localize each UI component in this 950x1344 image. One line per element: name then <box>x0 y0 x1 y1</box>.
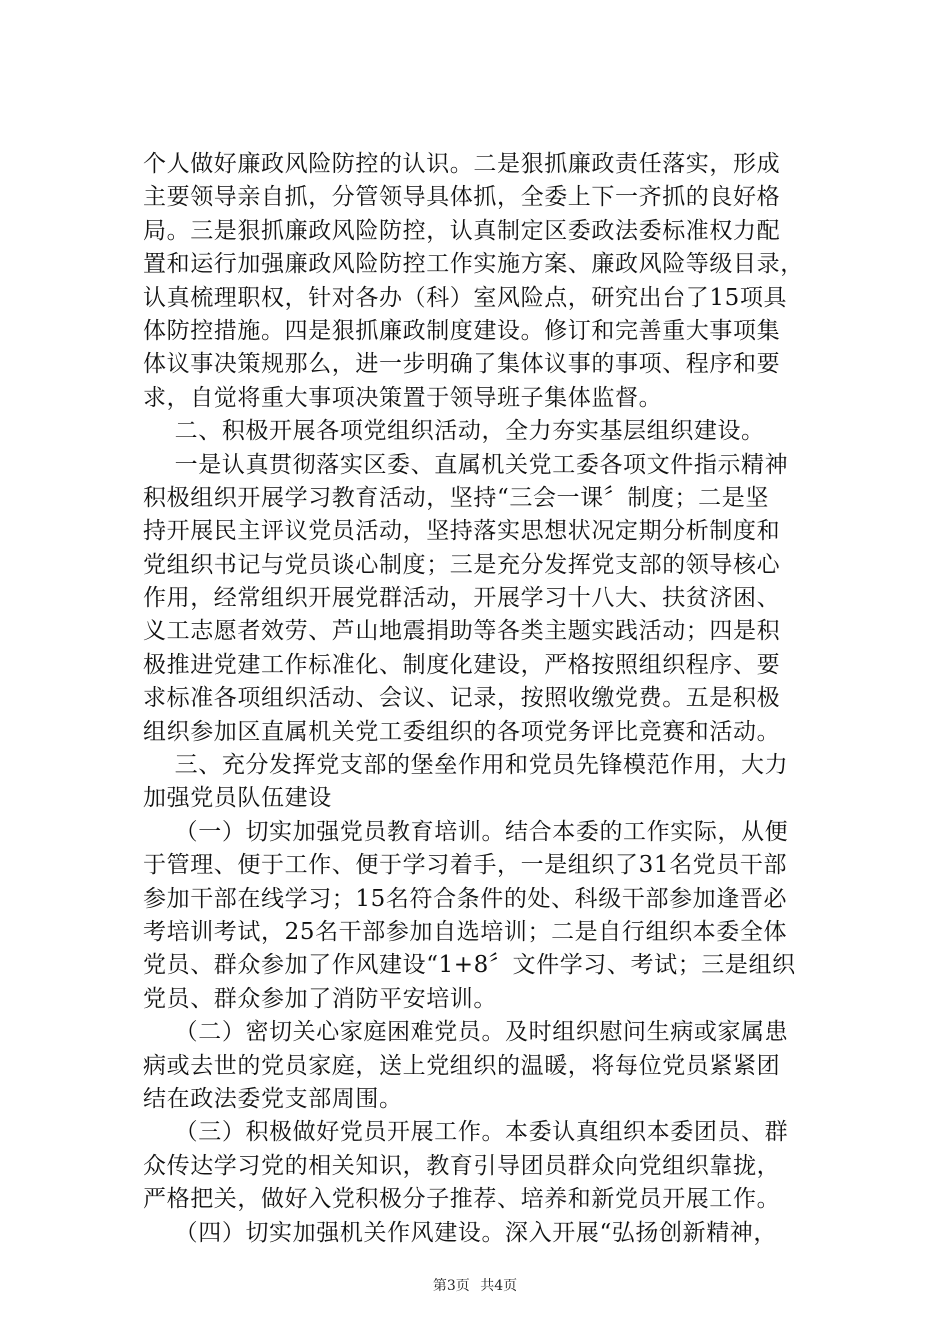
text-line: （三）积极做好党员开展工作。本委认真组织本委团员、群 <box>143 1119 789 1146</box>
document-body <box>143 148 833 1250</box>
text-line: 置和运行加强廉政风险防控工作实施方案、廉政风险等级目录， <box>143 251 804 278</box>
text-line: （一）切实加强党员教育培训。结合本委的工作实际，从便 <box>143 818 789 845</box>
text-line: 求标准各项组织活动、会议、记录，按照收缴党费。五是积极 <box>143 685 781 712</box>
text-line: 党员、群众参加了作风建设“1+8〞文件学习、考试；三是组织 <box>143 952 796 979</box>
section-heading: 三、充分发挥党支部的堡垒作用和党员先锋模范作用，大力 <box>143 752 789 779</box>
text-line: 体议事决策规那么，进一步明确了集体议事的事项、程序和要 <box>143 351 781 378</box>
page-footer <box>0 1275 950 1295</box>
text-line: 个人做好廉政风险防控的认识。二是狠抓廉政责任落实，形成 <box>143 151 781 177</box>
text-line: 组织参加区直属机关党工委组织的各项党务评比竞赛和活动。 <box>143 718 781 745</box>
text-line: 作用，经常组织开展党群活动，开展学习十八大、扶贫济困、 <box>143 585 781 612</box>
section-heading: 二、积极开展各项党组织活动，全力夯实基层组织建设。 <box>143 418 765 445</box>
page-number: 第3页 <box>432 1278 470 1294</box>
text-line: 严格把关，做好入党积极分子推荐、培养和新党员开展工作。 <box>143 1186 781 1213</box>
page-total: 共4页 <box>480 1278 518 1294</box>
text-line: 考培训考试，25名干部参加自选培训；二是自行组织本委全体 <box>143 918 788 945</box>
text-line: 主要领导亲自抓，分管领导具体抓，全委上下一齐抓的良好格 <box>143 184 781 211</box>
text-line: 认真梳理职权，针对各办（科）室风险点，研究出台了15项具 <box>143 284 788 311</box>
text-line: 结在政法委党支部周围。 <box>143 1085 403 1112</box>
text-line: 一是认真贯彻落实区委、直属机关党工委各项文件指示精神 <box>143 451 789 478</box>
text-line: 体防控措施。四是狠抓廉政制度建设。修订和完善重大事项集 <box>143 317 781 344</box>
text-line: 病或去世的党员家庭，送上党组织的温暖，将每位党员紧紧团 <box>143 1052 781 1079</box>
text-line: 局。三是狠抓廉政风险防控，认真制定区委政法委标准权力配 <box>143 217 781 244</box>
text-line: 参加干部在线学习；15名符合条件的处、科级干部参加逢晋必 <box>143 885 788 912</box>
text-line: 持开展民主评议党员活动，坚持落实思想状况定期分析制度和 <box>143 518 781 545</box>
text-line: 党组织书记与党员谈心制度；三是充分发挥党支部的领导核心 <box>143 551 781 578</box>
text-line: （二）密切关心家庭困难党员。及时组织慰问生病或家属患 <box>143 1019 789 1046</box>
text-line: 党员、群众参加了消防平安培训。 <box>143 985 497 1012</box>
text-line: 积极组织开展学习教育活动，坚持“三会一课〞制度；二是坚 <box>143 484 769 511</box>
section-heading: 加强党员队伍建设 <box>143 785 332 812</box>
text-line: 极推进党建工作标准化、制度化建设，严格按照组织程序、要 <box>143 651 781 678</box>
text-line: 众传达学习党的相关知识，教育引导团员群众向党组织靠拢， <box>143 1152 781 1179</box>
text-line: 于管理、便于工作、便于学习着手，一是组织了31名党员干部 <box>143 852 788 879</box>
text-line: 义工志愿者效劳、芦山地震捐助等各类主题实践活动；四是积 <box>143 618 781 645</box>
text-line: 求，自觉将重大事项决策置于领导班子集体监督。 <box>143 384 663 411</box>
text-line: （四）切实加强机关作风建设。深入开展“弘扬创新精神， <box>143 1219 778 1246</box>
